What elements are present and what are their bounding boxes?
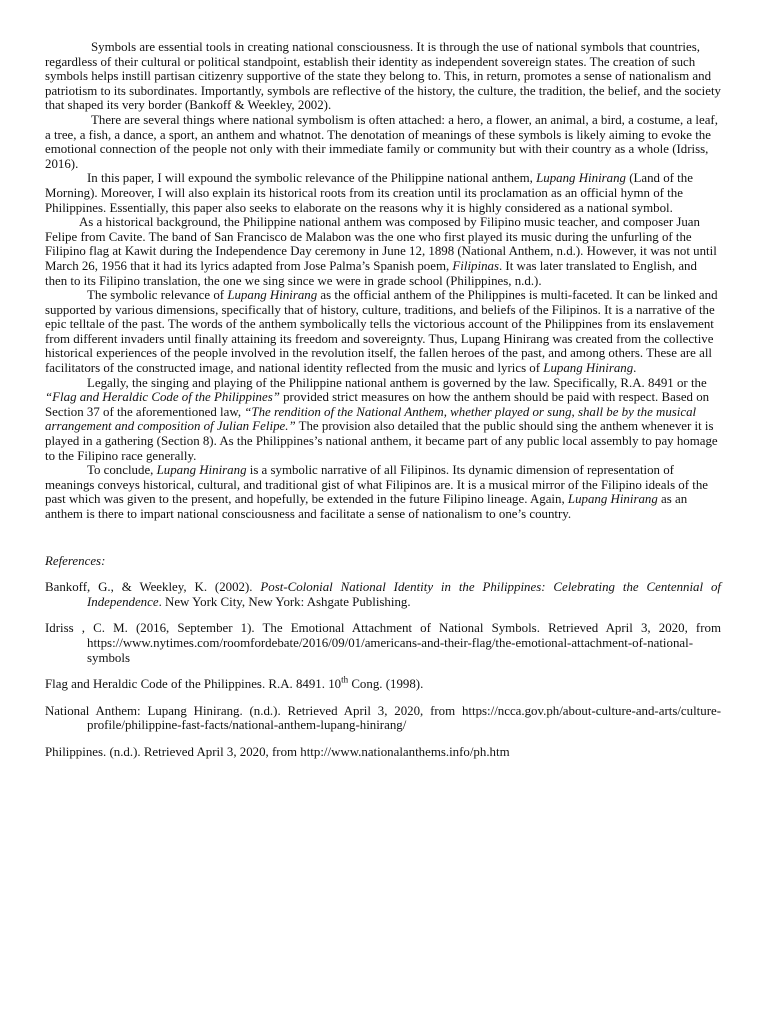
paragraph-conclusion — [45, 463, 721, 521]
text-run: as an anthem is there to impart national consciousness and facilitate a sense of nationalism to one’s country. — [45, 492, 688, 521]
text-run: Bankoff, G., & Weekley, K. (2002). — [45, 580, 261, 595]
italic-quote: “The rendition of the National Anthem, whether played or sung, shall be by the musical arrangement and composition of Julian Felipe.” — [45, 404, 697, 434]
italic-quote: “Flag and Heraldic Code of the Philippines” — [45, 390, 280, 405]
paragraph-historical-background — [45, 215, 721, 288]
reference-flag-code — [45, 674, 721, 692]
references-heading: References: — [45, 553, 106, 568]
text-run: . New York City, New York: Ashgate Publishing. — [158, 594, 411, 609]
reference-bankoff — [45, 580, 721, 609]
paragraph-national-symbolism: There are several things where national symbolism is often attached: a hero, a flower, an animal, a bird, a costume, a leaf, a tree, a fish, a dance, a sport, an anthem and whatnot. The denotation of meanings of these symbols is likely aiming to evoke the emotional connection of the people not only with their immediate family or community but with their country as a whole (Idriss, 2016). — [45, 112, 718, 171]
reference-idriss: Idriss , C. M. (2016, September 1). The Emotional Attachment of National Symbols. Retrieved April 3, 2020, from https://www.nytimes.com/roomfordebate/2016/09/01/americans-and-their-flag/the-emotional-attachment-of-national-symbols — [45, 621, 721, 665]
document-page — [45, 40, 721, 772]
italic-title: Filipinas — [452, 258, 499, 273]
paragraph-paper-purpose — [45, 171, 721, 215]
text-run: Cong. (1998). — [348, 677, 424, 692]
italic-title: Lupang Hinirang — [227, 288, 318, 303]
text-run: (Land of the Morning). Moreover, I will also explain its historical roots from its creation until its proclamation as an official hymn of the Philippines. Essentially, this paper also seeks to elaborate on the reasons why it is highly considered as a national symbol. — [45, 171, 693, 215]
text-run: . — [633, 361, 637, 376]
italic-title: Lupang Hinirang — [536, 171, 626, 186]
paragraph-legal-basis — [45, 376, 721, 464]
text-run: In this paper, I will expound the symbolic relevance of the Philippine national anthem, — [87, 171, 537, 186]
reference-national-anthem: National Anthem: Lupang Hinirang. (n.d.). Retrieved April 3, 2020, from https://ncca.gov.ph/about-culture-and-arts/culture-profile/philippine-fast-facts/national-anthem-lupang-hinirang/ — [45, 703, 721, 733]
text-run: Legally, the singing and playing of the Philippine national anthem is governed by the law. Specifically, R.A. 8491 or the — [87, 375, 707, 390]
italic-title: Post-Colonial National Identity in the Philippines: Celebrating the Centennial of Independence — [87, 580, 721, 609]
superscript: th — [341, 674, 349, 685]
italic-title: Lupang Hinirang — [543, 361, 634, 376]
text-run: is a symbolic narrative of all Filipinos. Its dynamic dimension of representation of meanings conveys historical, cultural, and traditional gist of what Filipinos are. It is a musical mirror of the Filipino ideals of the past which was given to the present, and hopefully, be extended in the future Filipino lineage. Again, — [45, 463, 709, 507]
italic-title: Lupang Hinirang — [156, 463, 247, 478]
text-run: The provision also detailed that the public should sing the anthem whenever it is played in a gathering (Section 8). As the Philippines’s national anthem, it became part of any public local assembly to pay homage to the Filipino race generally. — [45, 419, 718, 463]
text-run: as the official anthem of the Philippines is multi-faceted. It can be linked and supported by various dimensions, specifically that of history, culture, traditions, and beliefs of the Filipinos. It is a narrative of the epic telltale of the past. The words of the anthem symbolically tells the victorious account of the Philippines from its enslavement from different invaders until finally attaining its freedom and sovereignty. Thus, Lupang Hinirang was created from the collective historical experiences of the people involved in the revolution itself, the fallen heroes of the past, and among others. These are all facilitators of the constructed image, and national identity reflected from the music and lyrics of — [45, 288, 718, 376]
text-run: As a historical background, the Philippine national anthem was composed by Filipino music teacher, and composer Juan Felipe from Cavite. The band of San Francisco de Malabon was the one who first played its music during the unfurling of the Filipino flag at Kawit during the Independence Day ceremony in June 12, 1898 (National Anthem, n.d.). However, it was not until March 26, 1956 that it had its lyrics adapted from Jose Palma’s Spanish poem, — [45, 215, 717, 273]
text-run: provided strict measures on how the anthem should be paid with respect. Based on Section 37 of the aforementioned law, — [45, 390, 710, 419]
reference-philippines: Philippines. (n.d.). Retrieved April 3, 2020, from http://www.nationalanthems.info/ph.htm — [45, 744, 510, 759]
text-run: To conclude, — [87, 463, 157, 478]
paragraph-symbolic-relevance — [45, 288, 721, 376]
text-run: Flag and Heraldic Code of the Philippines. R.A. 8491. 10 — [45, 677, 342, 692]
text-run: . It was later translated to English, and then to its Filipino translation, the one we sing since we were in grade school (Philippines, n.d.). — [45, 258, 697, 288]
paragraph-national-symbols: Symbols are essential tools in creating national consciousness. It is through the use of national symbols that countries, regardless of their cultural or political standpoint, establish their identity as independent sovereign states. The creation of such symbols helps instill partisan citizenry supportive of the state they belong to. This, in return, promotes a sense of nationalism and patriotism to its subordinates. Importantly, symbols are reflective of the history, the culture, the tradition, the belief, and the society that shaped its very border (Bankoff & Weekley, 2002). — [45, 40, 721, 113]
italic-title: Lupang Hinirang — [567, 492, 658, 507]
text-run: The symbolic relevance of — [87, 288, 228, 303]
